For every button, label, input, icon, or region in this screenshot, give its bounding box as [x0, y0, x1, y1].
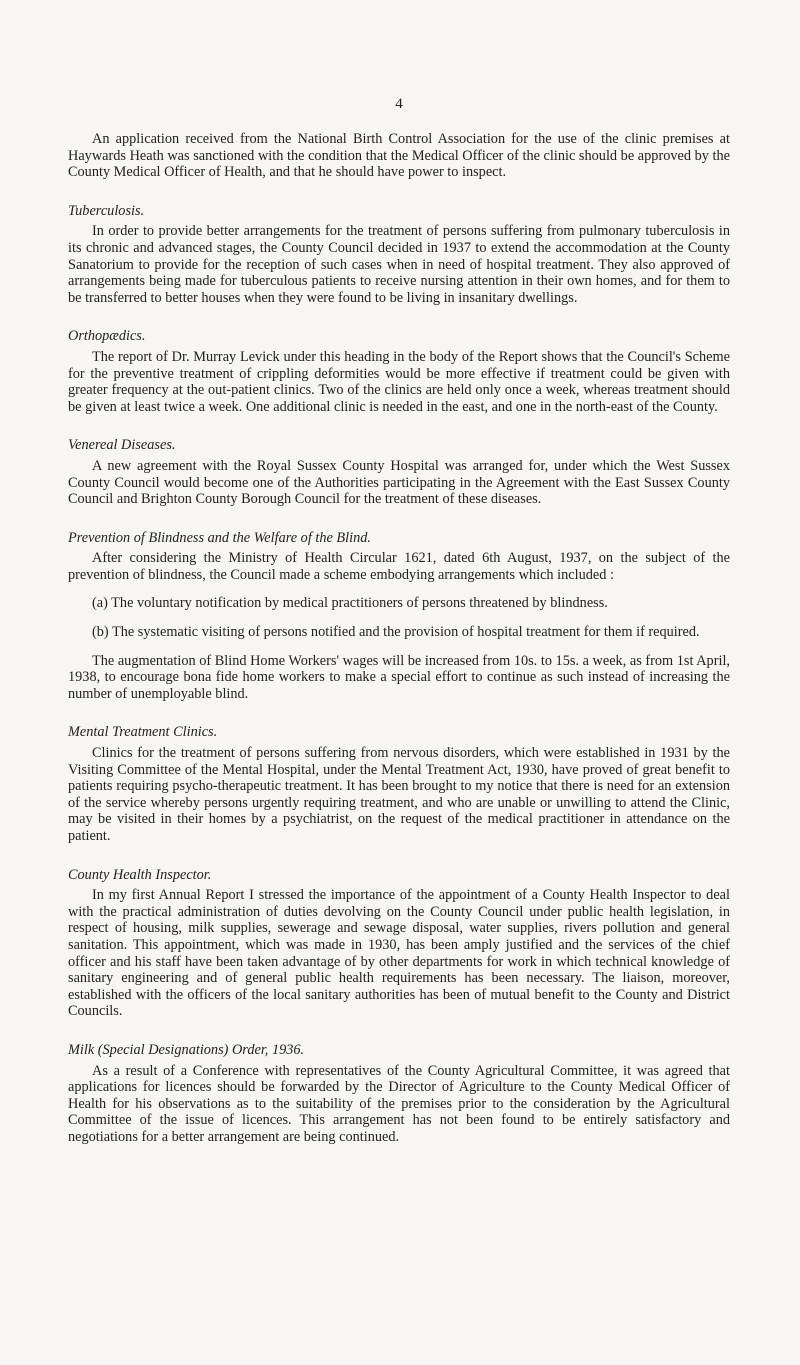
section-paragraph: In my first Annual Report I stressed the importance of the appointment of a County Health Inspector to deal with the practical administration of duties devolving on the County Council under public health legislation, in respect of housing, milk supplies, sewerage and sewage disposal, water supplies, rivers pollution and general sanitation. This appointment, which was made in 1930, has been amply justified and the services of the chief officer and his staff have been taken advantage of by other departments for work in which technical knowledge of sanitary engineering and of general public health requirements has been necessary. The liaison, moreover, established with the officers of the local sanitary authorities has been of mutual benefit to the County and District Councils. — [68, 887, 730, 1020]
section-heading: Mental Treatment Clinics. — [68, 724, 218, 741]
section-paragraph: The augmentation of Blind Home Workers' wages will be increased from 10s. to 15s. a week, as from 1st April, 1938, to encourage bona fide home workers to make a special effort to continue as such instead of increasing the number of unemployable blind. — [68, 652, 730, 702]
section-paragraph: A new agreement with the Royal Sussex County Hospital was arranged for, under which the West Sussex County Council would become one of the Authorities participating in the Agreement with the East Sussex County Council and Brighton County Borough Council for the treatment of these diseases. — [68, 457, 730, 508]
list-item-b: (b) The systematic visiting of persons notified and the provision of hospital treatment for them if required. — [92, 624, 700, 641]
section-paragraph: As a result of a Conference with representatives of the County Agricultural Committee, it was agreed that applications for licences should be forwarded by the Director of Agriculture to the County Medical Officer of Health for his observations as to the suitability of the premises prior to the consideration by the Agricultural Committee of the issue of licences. This arrangement has not been found to be entirely satisfactory and negotiations for a better arrangement are being continued. — [68, 1062, 730, 1145]
section-paragraph: In order to provide better arrangements for the treatment of persons suffering from pulmonary tuberculosis in its chronic and advanced stages, the County Council decided in 1937 to extend the accommodation at the County Sanatorium to provide for the reception of such cases when in need of hospital treatment. They also approved of arrangements being made for tuberculous patients to receive nursing attention in their own homes, and for them to be transferred to better houses when they were found to be living in insanitary dwellings. — [68, 223, 730, 306]
section-heading: County Health Inspector. — [68, 866, 212, 883]
page-number: 4 — [395, 96, 403, 112]
section-paragraph: Clinics for the treatment of persons suffering from nervous disorders, which were established in 1931 by the Visiting Committee of the Mental Hospital, under the Mental Treatment Act, 1930, have proved of great benefit to patients requiring psycho-therapeutic treatment. It has been brought to my notice that there is need for an extension of the service whereby persons urgently requiring treatment, and who are unable or unwilling to attend the Clinic, may be visited in their homes by a psychiatrist, on the request of the medical practitioner in attendance on the patient. — [68, 745, 730, 844]
intro-paragraph: An application received from the National Birth Control Association for the use of the clinic premises at Haywards Heath was sanctioned with the condition that the Medical Officer of the clinic should be approved by the County Medical Officer of Health, and that he should have power to inspect. — [68, 131, 730, 181]
section-heading: Orthopædics. — [68, 328, 146, 345]
section-paragraph: After considering the Ministry of Health Circular 1621, dated 6th August, 1937, on the subject of the prevention of blindness, the Council made a scheme embodying arrangements which included : — [68, 550, 730, 583]
section-tuberculosis — [68, 203, 730, 307]
section-venereal-diseases — [68, 437, 730, 507]
section-paragraph: The report of Dr. Murray Levick under this heading in the body of the Report shows that the Council's Scheme for the preventive treatment of crippling deformities would be more effective if treatment could be given with greater frequency at the out-patient clinics. Two of the clinics are held only once a week, whereas treatment should be given at least twice a week. One additional clinic is needed in the east, and one in the north-east of the County. — [68, 348, 730, 415]
section-heading: Prevention of Blindness and the Welfare of the Blind. — [68, 529, 371, 546]
section-mental-treatment — [68, 724, 730, 844]
section-heading: Venereal Diseases. — [68, 437, 176, 454]
section-county-health-inspector — [68, 867, 730, 1020]
section-orthopaedics — [68, 328, 730, 415]
section-heading: Milk (Special Designations) Order, 1936. — [68, 1041, 305, 1058]
list-item-a: (a) The voluntary notification by medical practitioners of persons threatened by blindness. — [92, 595, 608, 612]
section-heading: Tuberculosis. — [68, 202, 145, 219]
section-blindness — [68, 530, 730, 703]
section-milk-order — [68, 1042, 730, 1146]
